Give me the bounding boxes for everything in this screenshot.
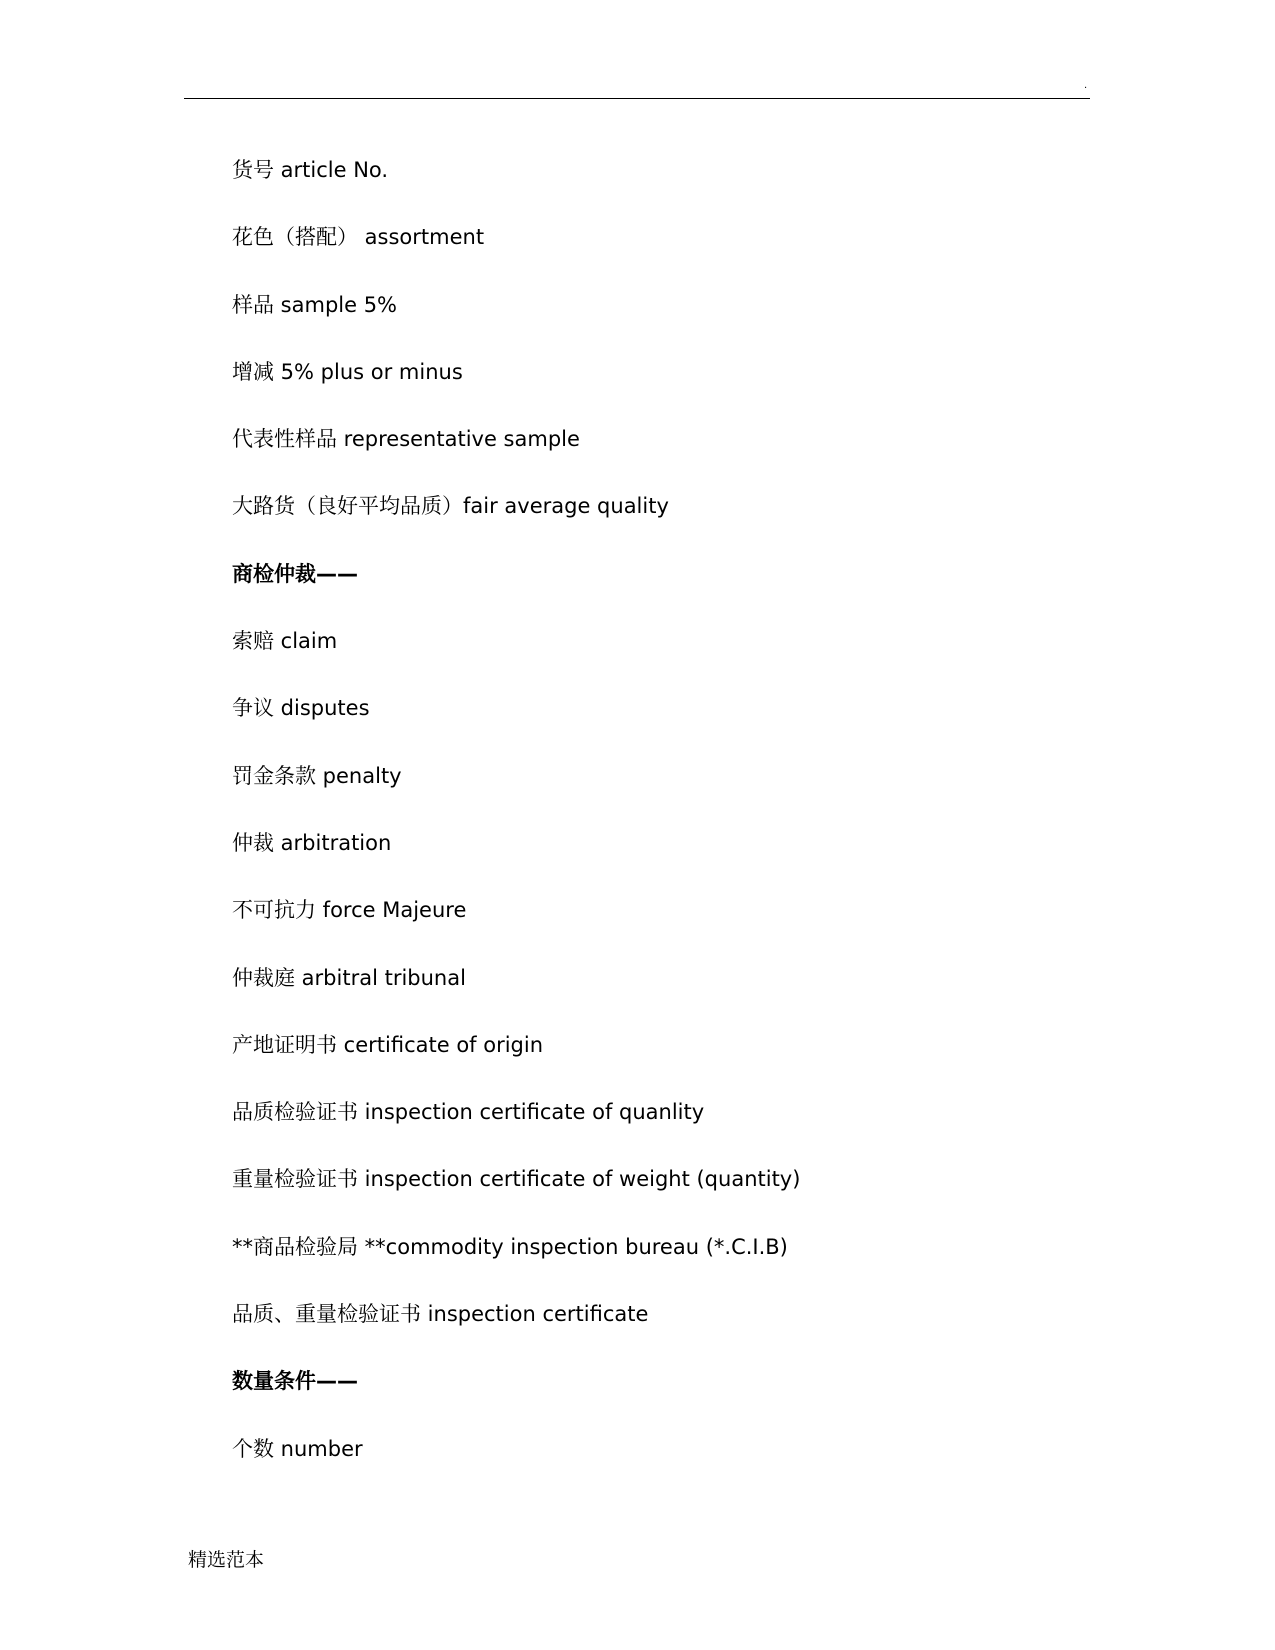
glossary-entry: 索赔 claim [232, 629, 338, 654]
glossary-entry: 增减 5% plus or minus [232, 359, 463, 384]
glossary-entry: 个数 number [232, 1436, 363, 1461]
header-rule [184, 98, 1090, 99]
glossary-entry: 不可抗力 force Majeure [232, 898, 467, 923]
glossary-entry: 代表性样品 representative sample [232, 427, 580, 452]
glossary-entry: 罚金条款 penalty [232, 763, 402, 788]
section-heading: 数量条件—— [232, 1369, 358, 1394]
glossary-entry: 仲裁庭 arbitral tribunal [232, 965, 466, 990]
document-body [232, 155, 1072, 1501]
glossary-entry: 产地证明书 certificate of origin [232, 1032, 544, 1057]
glossary-entry: **商品检验局 **commodity inspection bureau (*.C.I.B) [232, 1234, 788, 1259]
glossary-entry: 重量检验证书 inspection certificate of weight (quantity) [232, 1167, 801, 1192]
section-heading: 商检仲裁—— [232, 561, 358, 586]
glossary-entry: 品质、重量检验证书 inspection certificate [232, 1302, 649, 1327]
glossary-entry: 大路货（良好平均品质）fair average quality [232, 494, 669, 519]
footer-text: 精选范本 [188, 1549, 265, 1571]
glossary-entry: 花色（搭配） assortment [232, 225, 485, 250]
header-mark: . [1084, 80, 1088, 91]
glossary-entry: 争议 disputes [232, 696, 370, 721]
glossary-entry: 品质检验证书 inspection certificate of quanlity [232, 1100, 705, 1125]
glossary-entry: 仲裁 arbitration [232, 830, 392, 855]
glossary-entry: 样品 sample 5% [232, 292, 398, 317]
glossary-entry: 货号 article No. [232, 158, 389, 182]
